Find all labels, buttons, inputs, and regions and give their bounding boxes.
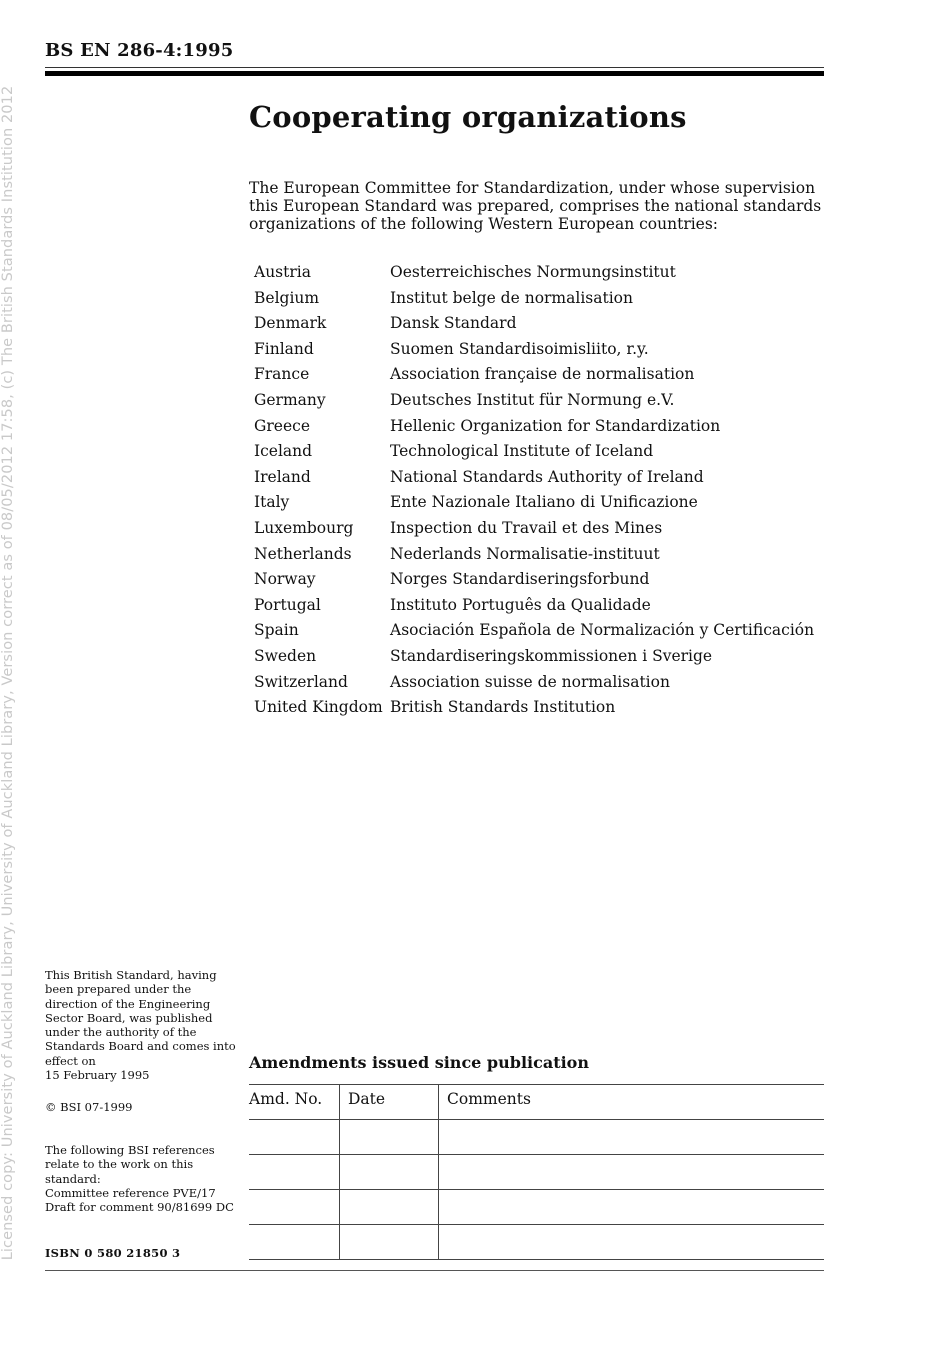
organization-name: Norges Standardiseringsforbund [390,570,650,589]
country-name: Belgium [254,288,320,307]
copyright-notice: © BSI 07-1999 [45,1100,133,1114]
table-row [249,1155,824,1190]
table-cell [249,1190,340,1225]
organization-name: Standardiseringskommissionen i Sverige [390,646,713,665]
list-item [254,313,814,339]
table-cell [249,1120,340,1155]
organization-name: Suomen Standardisoimisliito, r.y. [390,339,649,358]
country-name: Spain [254,621,299,640]
list-item [254,441,814,467]
list-item [254,544,814,570]
country-name: Finland [254,339,314,358]
table-cell [439,1120,825,1155]
organization-name: British Standards Institution [390,698,616,717]
table-cell [340,1190,439,1225]
organization-name: Dansk Standard [390,314,517,333]
organization-name: Association suisse de normalisation [390,672,670,691]
table-cell [340,1120,439,1155]
country-name: United Kingdom [254,698,383,717]
list-item [254,339,814,365]
amd-no-header: Amd. No. [249,1085,340,1120]
table-cell [249,1155,340,1190]
country-name: Italy [254,493,290,512]
amendments-title: Amendments issued since publication [249,1053,589,1072]
committee-reference: Committee reference PVE/17 [45,1185,216,1200]
amendments-header-row [249,1085,824,1120]
publication-note [45,968,245,1082]
table-cell [340,1225,439,1260]
comments-header: Comments [439,1085,825,1120]
organization-list [254,262,814,723]
list-item [254,697,814,723]
country-name: Iceland [254,442,313,461]
organization-name: Nederlands Normalisatie-instituut [390,544,660,563]
header-rule-thin [45,67,824,68]
organization-name: Instituto Português da Qualidade [390,595,651,614]
country-name: Ireland [254,467,311,486]
table-cell [439,1155,825,1190]
country-name: Greece [254,416,310,435]
list-item [254,492,814,518]
table-cell [439,1225,825,1260]
intro-paragraph: The European Committee for Standardization, under whose supervision this European Standard was prepared, comprises the national standards organizations of the following Western European countries: [249,179,822,233]
list-item [254,364,814,390]
organization-name: Hellenic Organization for Standardization [390,416,721,435]
publication-note-text: This British Standard, having been prepared under the direction of the Engineering Sector Board, was published under the authority of the Standards Board and comes into effect on [45,968,236,1068]
list-item [254,569,814,595]
table-cell [249,1225,340,1260]
table-row [249,1120,824,1155]
isbn: ISBN 0 580 21850 3 [45,1246,181,1260]
list-item [254,416,814,442]
organization-name: Association française de normalisation [390,365,695,384]
country-name: Netherlands [254,544,352,563]
watermark-text: Licensed copy: University of Auckland Library, University of Auckland Library, Version correct as of 08/05/2012 17:58, (c) The British Standards Institution 2012 [0,85,16,1260]
organization-name: Ente Nazionale Italiano di Unificazione [390,493,698,512]
bsi-references [45,1143,245,1214]
country-name: Norway [254,570,316,589]
list-item [254,646,814,672]
organization-name: Asociación Española de Normalización y Certificación [390,621,815,640]
list-item [254,467,814,493]
license-watermark [0,0,18,1345]
amendments-table [249,1084,824,1260]
list-item [254,262,814,288]
organization-name: Inspection du Travail et des Mines [390,518,663,537]
country-name: Austria [254,263,311,281]
footer-rule [45,1270,824,1271]
list-item [254,595,814,621]
date-header: Date [340,1085,439,1120]
list-item [254,518,814,544]
organization-name: Institut belge de normalisation [390,288,633,307]
country-name: Luxembourg [254,518,354,537]
references-intro: The following BSI references relate to the work on this standard: [45,1143,215,1186]
list-item [254,672,814,698]
country-name: France [254,365,310,384]
country-name: Germany [254,390,326,409]
organization-name: National Standards Authority of Ireland [390,467,704,486]
country-name: Denmark [254,314,327,333]
list-item [254,288,814,314]
draft-reference: Draft for comment 90/81699 DC [45,1200,234,1215]
document-id: BS EN 286-4:1995 [45,40,234,61]
organization-name: Deutsches Institut für Normung e.V. [390,390,675,409]
list-item [254,390,814,416]
table-row [249,1225,824,1260]
organization-name: Oesterreichisches Normungsinstitut [390,263,676,281]
organization-name: Technological Institute of Iceland [390,442,654,461]
country-name: Portugal [254,595,321,614]
country-name: Sweden [254,646,317,665]
country-name: Switzerland [254,672,348,691]
list-item [254,620,814,646]
effective-date: 15 February 1995 [45,1068,150,1083]
table-cell [439,1190,825,1225]
page-title: Cooperating organizations [249,100,687,134]
table-row [249,1190,824,1225]
header-rule-thick [45,71,824,76]
table-cell [340,1155,439,1190]
